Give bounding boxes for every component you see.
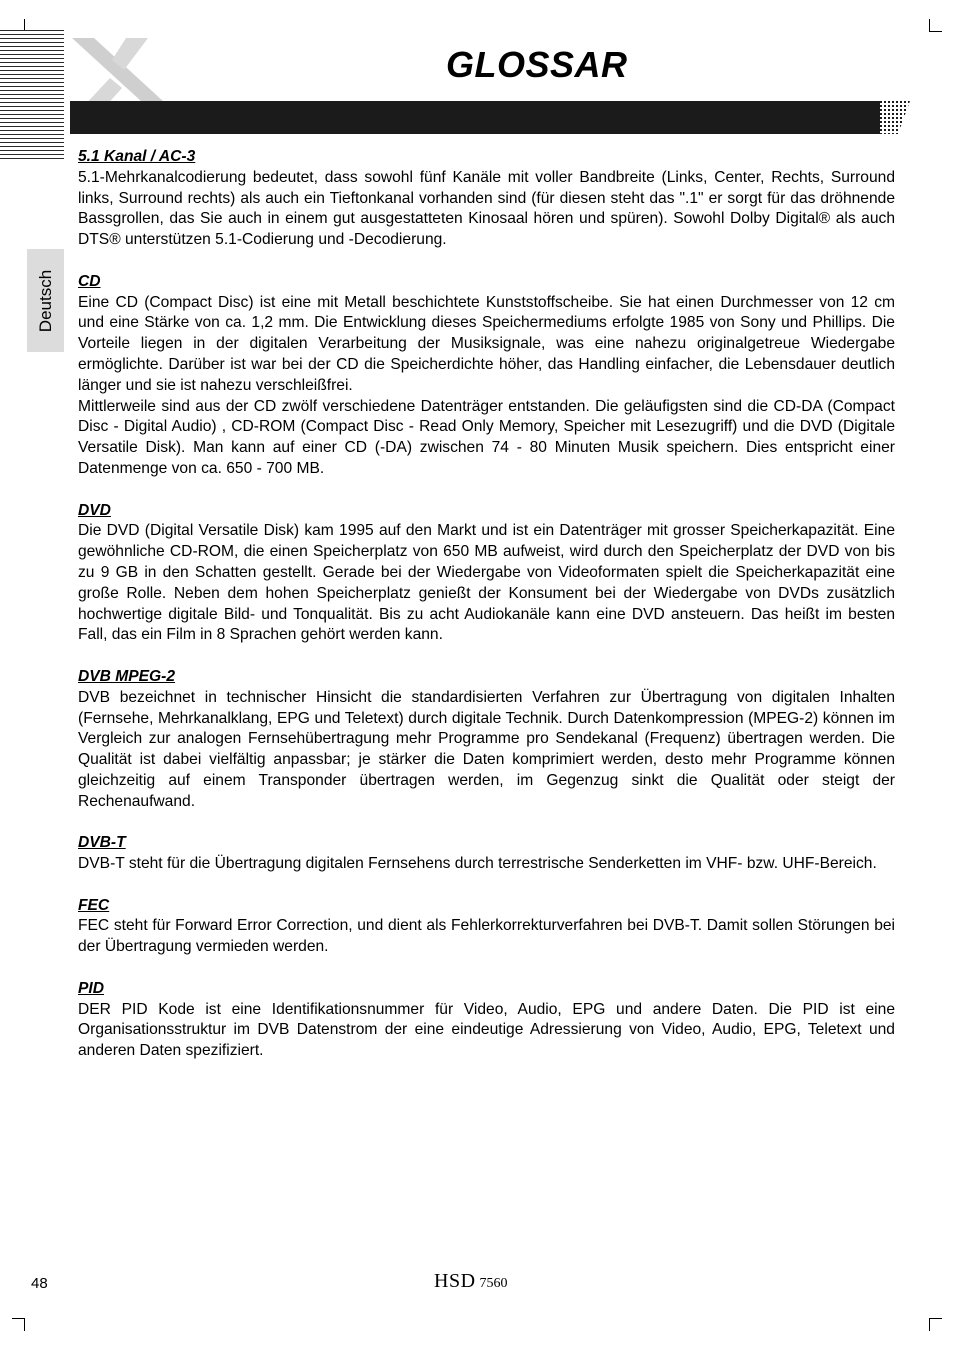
glossary-definition: DER PID Kode ist eine Identifikationsnummer für Video, Audio, EPG und andere Daten. Die PID ist eine Organisationsstruktur im DVB Datenstrom der eine eindeutige Adressierung von Video, Audio, EPG, Teletext und anderen Daten spezifiziert. xyxy=(78,1000,895,1060)
glossary-term: 5.1 Kanal / AC-3 xyxy=(78,148,196,165)
glossary-definition: Eine CD (Compact Disc) ist eine mit Metall beschichtete Kunststoffscheibe. Sie hat einen Durchmesser von 12 cm und eine Stärke von ca. 1,2 mm. Die Entwicklung dieses Speichermediums erfolgte 1985 von Sony und Phillips. Die Vorteile liegen in der digitalen Verarbeitung der Musiksignale, was eine nahezu originalgetreue Wiedergabe ermöglichte. Darüber ist war bei der CD die Speicherdichte höher, das Handling einfacher, die Lebensdauer deutlich länger und sie ist nahezu verschleißfrei. Mittlerweile sind aus der CD zwölf verschiedene Datenträger entstanden. Die geläufigsten sind die CD-DA (Compact Disc - Digital Audio) , CD-ROM (Compact Disc - Read Only Memory, Speicher mit Lesezugriff) und die DVD (Digitale Versatile Disk). Man kann auf einer CD (-DA) zwischen 74 - 80 Minuten Musik speichern. Dies entspricht einer Datenmenge von ca. 650 - 700 MB. xyxy=(78,293,895,477)
glossary-definition: Die DVD (Digital Versatile Disk) kam 1995 auf den Markt und ist ein Datenträger mit grosser Speicherkapazität. Eine gewöhnliche CD-ROM, die einen Speicherplatz von 650 MB aufweist, wird durch den Speicherplatz der DVD von bis zu 9 GB in den Schatten gestellt. Gerade bei der Wiedergabe von Videoformaten spielt die Speicherkapazität eine große Rolle. Neben dem hohen Speicherplatz genießt der Konsument bei der Wiedergabe von DVDs zusätzlich hochwertige digitale Bild- und Tonqualität. Bis zu acht Audiokanäle kann eine DVD ansteuern. Das heißt im besten Fall, das ein Film in 8 Sprachen gehört werden kann. xyxy=(78,522,895,644)
glossary-term: DVB MPEG-2 xyxy=(78,667,176,685)
glossary-definition: FEC steht für Forward Error Correction, und dient als Fehlerkorrekturverfahren bei DVB-T. Damit sollen Störungen bei der Übertragung vermieden werden. xyxy=(78,917,895,956)
glossary-term: PID xyxy=(78,979,104,997)
crop-mark-bottom-left xyxy=(12,1318,25,1331)
glossary-definition: 5.1-Mehrkanalcodierung bedeutet, dass sowohl fünf Kanäle mit voller Bandbreite (Links, Center, Rechts, Surround links, Surround rechts) als auch ein Tieftonkanal vorhanden sind (für diesen steht das ".1" er sorgt für das dröhnende Bassgrollen, das Sie auch in einem gut ausgestatteten Kinosaal hören und spüren). Sowohl Dolby Digital® als auch DTS® unterstützen 5.1-Codierung und -Decodierung. xyxy=(78,168,895,249)
glossary-entry-dvb-t xyxy=(78,833,895,875)
crop-mark-top-right xyxy=(929,19,942,32)
header-bar-dot-pattern xyxy=(868,101,910,134)
language-tab xyxy=(27,249,64,352)
glossary-entry-cd xyxy=(78,272,895,480)
language-tab-label: Deutsch xyxy=(35,269,55,332)
header-bar xyxy=(70,101,880,134)
glossary-term: DVB-T xyxy=(78,834,126,852)
glossary-term: CD xyxy=(78,272,101,290)
model-number: 7560 xyxy=(479,1276,508,1291)
glossary-entry-fec xyxy=(78,896,895,958)
glossary-content xyxy=(78,147,895,1083)
glossary-definition: DVB bezeichnet in technischer Hinsicht die standardisierten Verfahren zur Übertragung von digitalen Inhalten (Fernsehe, Mehrkanalklang, EPG und Teletext) durch digitale Technik. Durch Datenkompression (MPEG-2) können im Vergleich zur analogen Fernsehübertragung mehr Programme pro Sendekanal (Frequenz) übertragen werden. Die Qualität ist dabei vielfältig anpassbar; je stärker die Daten komprimiert werden, desto mehr Programme können gleichzeitig auf einem Transponder übertragen werden, im Gegenzug sinkt die Qualität oder steigt der Rechenaufwand. xyxy=(78,688,895,810)
brand-x-logo xyxy=(64,30,174,108)
glossary-entry-dvb-mpeg-2 xyxy=(78,667,895,813)
glossary-entry-dvd xyxy=(78,501,895,647)
crop-mark-bottom-right xyxy=(929,1318,942,1331)
decorative-stripes xyxy=(0,30,64,160)
model-name xyxy=(434,1270,508,1293)
page-number: 48 xyxy=(31,1275,48,1292)
page-title: GLOSSAR xyxy=(446,44,628,85)
glossary-term: DVD xyxy=(78,501,111,519)
glossary-entry-pid xyxy=(78,979,895,1062)
glossary-entry-5-1-kanal xyxy=(78,147,895,251)
glossary-term: FEC xyxy=(78,896,110,914)
glossary-definition: DVB-T steht für die Übertragung digitalen Fernsehens durch terrestrische Senderketten im VHF- bzw. UHF-Bereich. xyxy=(78,855,877,873)
model-brand: HSD xyxy=(434,1270,476,1292)
